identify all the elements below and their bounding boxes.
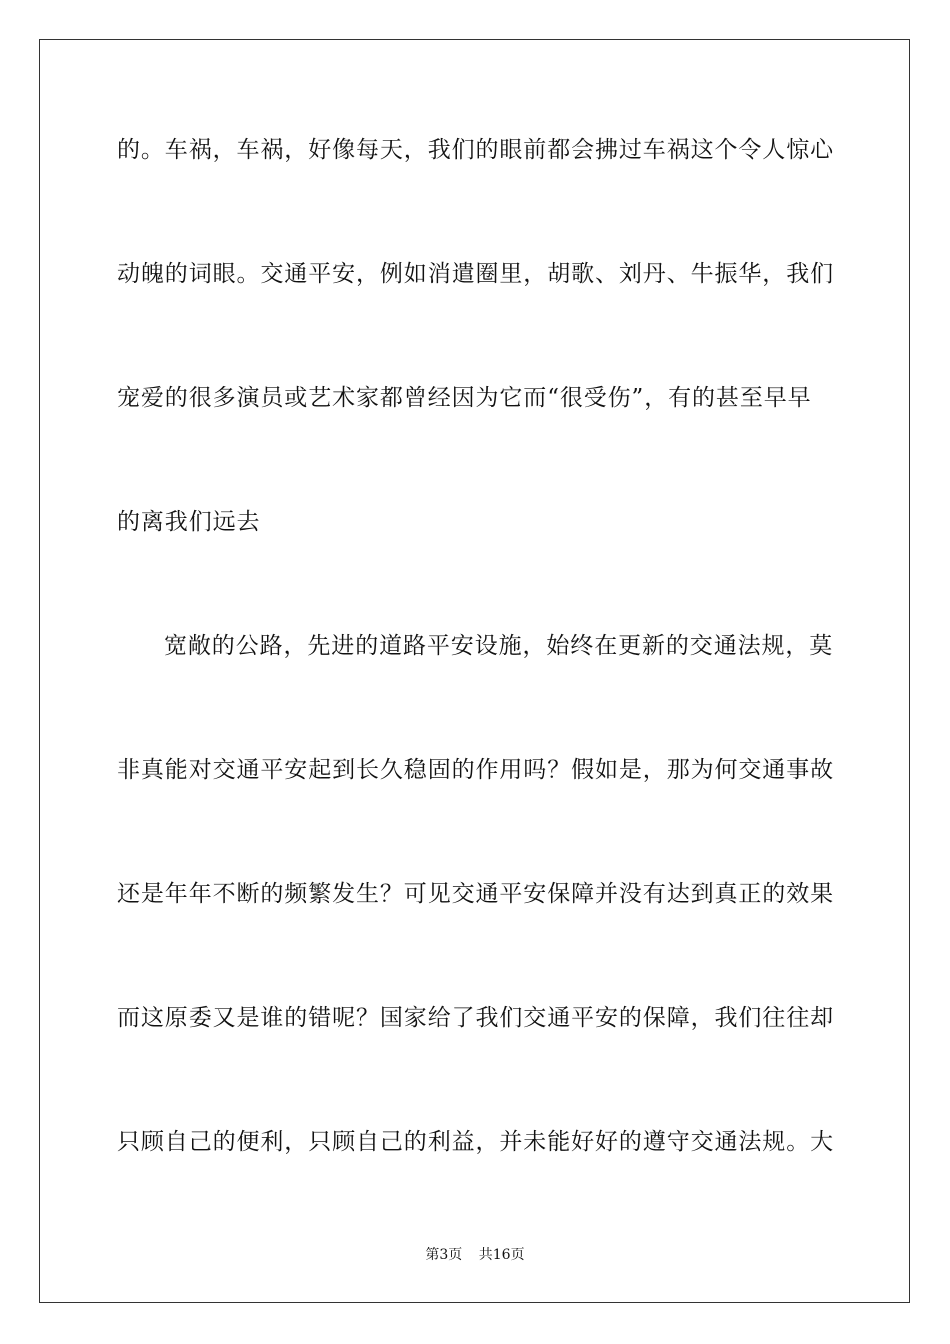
page-total: 共16页 bbox=[478, 1247, 525, 1263]
text-line: 的离我们远去 bbox=[117, 509, 261, 535]
page-number: 第3页 bbox=[425, 1247, 463, 1263]
text-line: 非真能对交通平安起到长久稳固的作用吗？假如是，那为何交通事故 bbox=[117, 757, 834, 783]
text-line: 宠爱的很多演员或艺术家都曾经因为它而“很受伤”，有的甚至早早 bbox=[117, 385, 812, 411]
text-line: 只顾自己的便利，只顾自己的利益，并未能好好的遵守交通法规。大 bbox=[117, 1129, 834, 1155]
page-border bbox=[39, 39, 910, 1303]
text-line: 还是年年不断的频繁发生？可见交通平安保障并没有达到真正的效果 bbox=[117, 881, 834, 907]
text-line: 的。车祸，车祸，好像每天，我们的眼前都会拂过车祸这个令人惊心 bbox=[117, 137, 834, 163]
page-footer bbox=[0, 1245, 950, 1265]
text-line: 而这原委又是谁的错呢？国家给了我们交通平安的保障，我们往往却 bbox=[117, 1005, 834, 1031]
paragraph-first-line: 宽敞的公路，先进的道路平安设施，始终在更新的交通法规，莫 bbox=[164, 633, 834, 659]
text-line: 动魄的词眼。交通平安，例如消遣圈里，胡歌、刘丹、牛振华，我们 bbox=[117, 261, 834, 287]
